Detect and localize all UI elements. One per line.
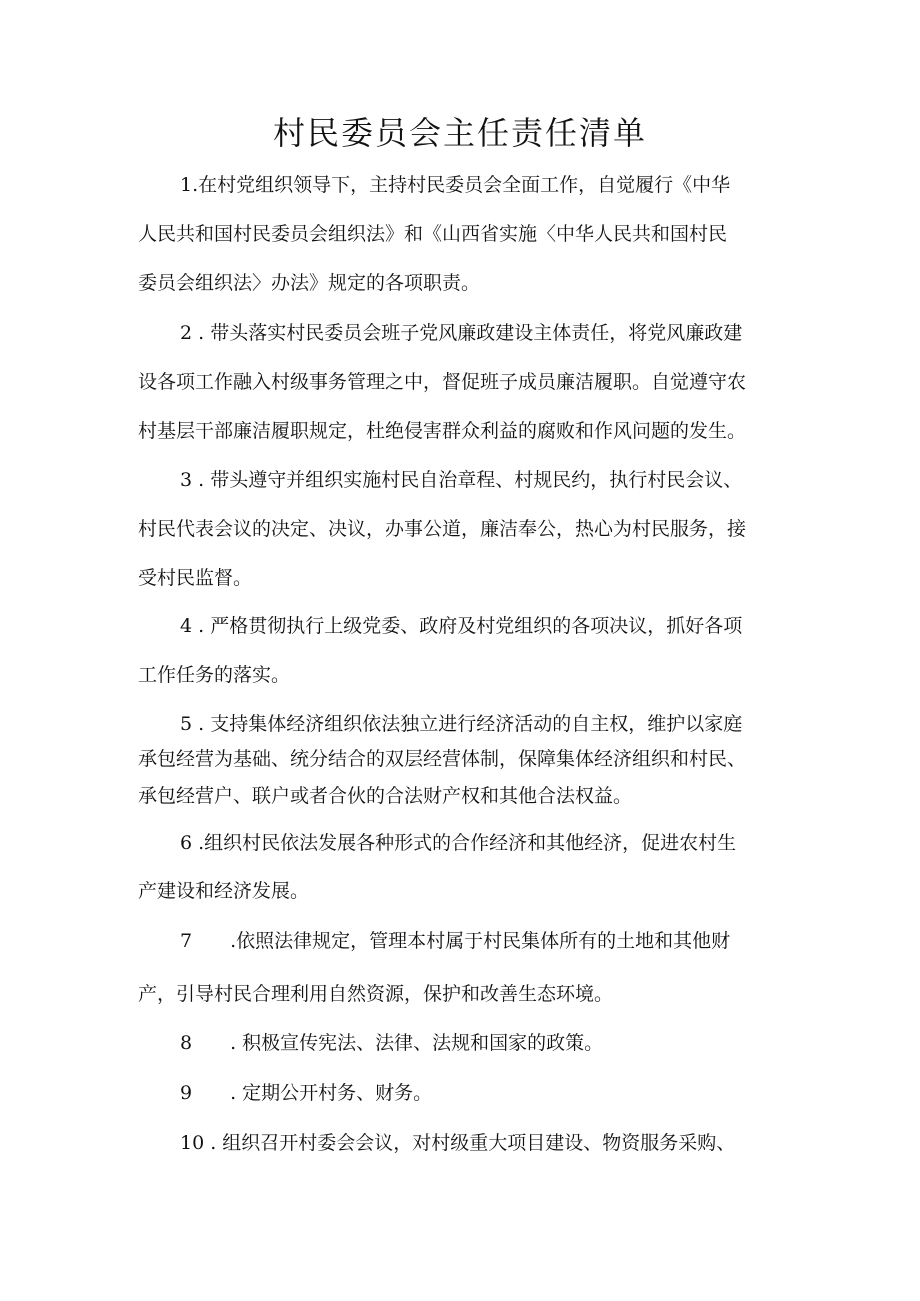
item-7-line-2: 产，引导村民合理利用自然资源，保护和改善生态环境。 (138, 983, 614, 1005)
item-1-line-3: 委员会组织法〉办法》规定的各项职责。 (138, 272, 481, 294)
item-2-line-1: 2 . 带头落实村民委员会班子党风廉政建设主体责任，将党风廉政建 (180, 322, 743, 344)
item-5-line-2: 承包经营为基础、统分结合的双层经营体制，保障集体经济组织和村民、 (138, 748, 747, 770)
item-3-line-1: 3 . 带头遵守并组织实施村民自治章程、村规民约，执行村民会议、 (180, 469, 743, 491)
item-6-line-1: 6 .组织村民依法发展各种形式的合作经济和其他经济，促进农村生 (180, 832, 737, 854)
item-8-line-1: 8 . 积极宣传宪法、法律、法规和国家的政策。 (180, 1032, 604, 1054)
item-6-line-2: 产建设和经济发展。 (138, 880, 310, 902)
page-title: 村民委员会主任责任清单 (272, 114, 647, 152)
item-5-line-3: 承包经营户、联户或者合伙的合法财产权和其他合法权益。 (138, 785, 633, 807)
item-4-line-1: 4 . 严格贯彻执行上级党委、政府及村党组织的各项决议，抓好各项 (180, 615, 743, 637)
item-4-line-2: 工作任务的落实。 (138, 664, 291, 686)
item-10-line-1: 10 . 组织召开村委会会议，对村级重大项目建设、物资服务采购、 (180, 1132, 736, 1154)
item-9-line-1: 9 . 定期公开村务、财务。 (180, 1082, 433, 1104)
item-2-line-2: 设各项工作融入村级事务管理之中，督促班子成员廉洁履职。自觉遵守农 (138, 371, 747, 393)
item-2-line-3: 村基层干部廉洁履职规定，杜绝侵害群众利益的腐败和作风问题的发生。 (138, 420, 747, 442)
item-7-line-1: 7 .依照法律规定，管理本村属于村民集体所有的土地和其他财 (180, 930, 731, 952)
item-3-line-2: 村民代表会议的决定、决议，办事公道，廉洁奉公，热心为村民服务，接 (138, 518, 747, 540)
item-1-line-2: 人民共和国村民委员会组织法》和《山西省实施〈中华人民共和国村民 (138, 223, 728, 245)
item-5-line-1: 5 . 支持集体经济组织依法独立进行经济活动的自主权，维护以家庭 (180, 713, 743, 735)
item-3-line-3: 受村民监督。 (138, 567, 253, 589)
item-1-line-1: 1.在村党组织领导下，主持村民委员会全面工作，自觉履行《中华 (180, 174, 731, 196)
